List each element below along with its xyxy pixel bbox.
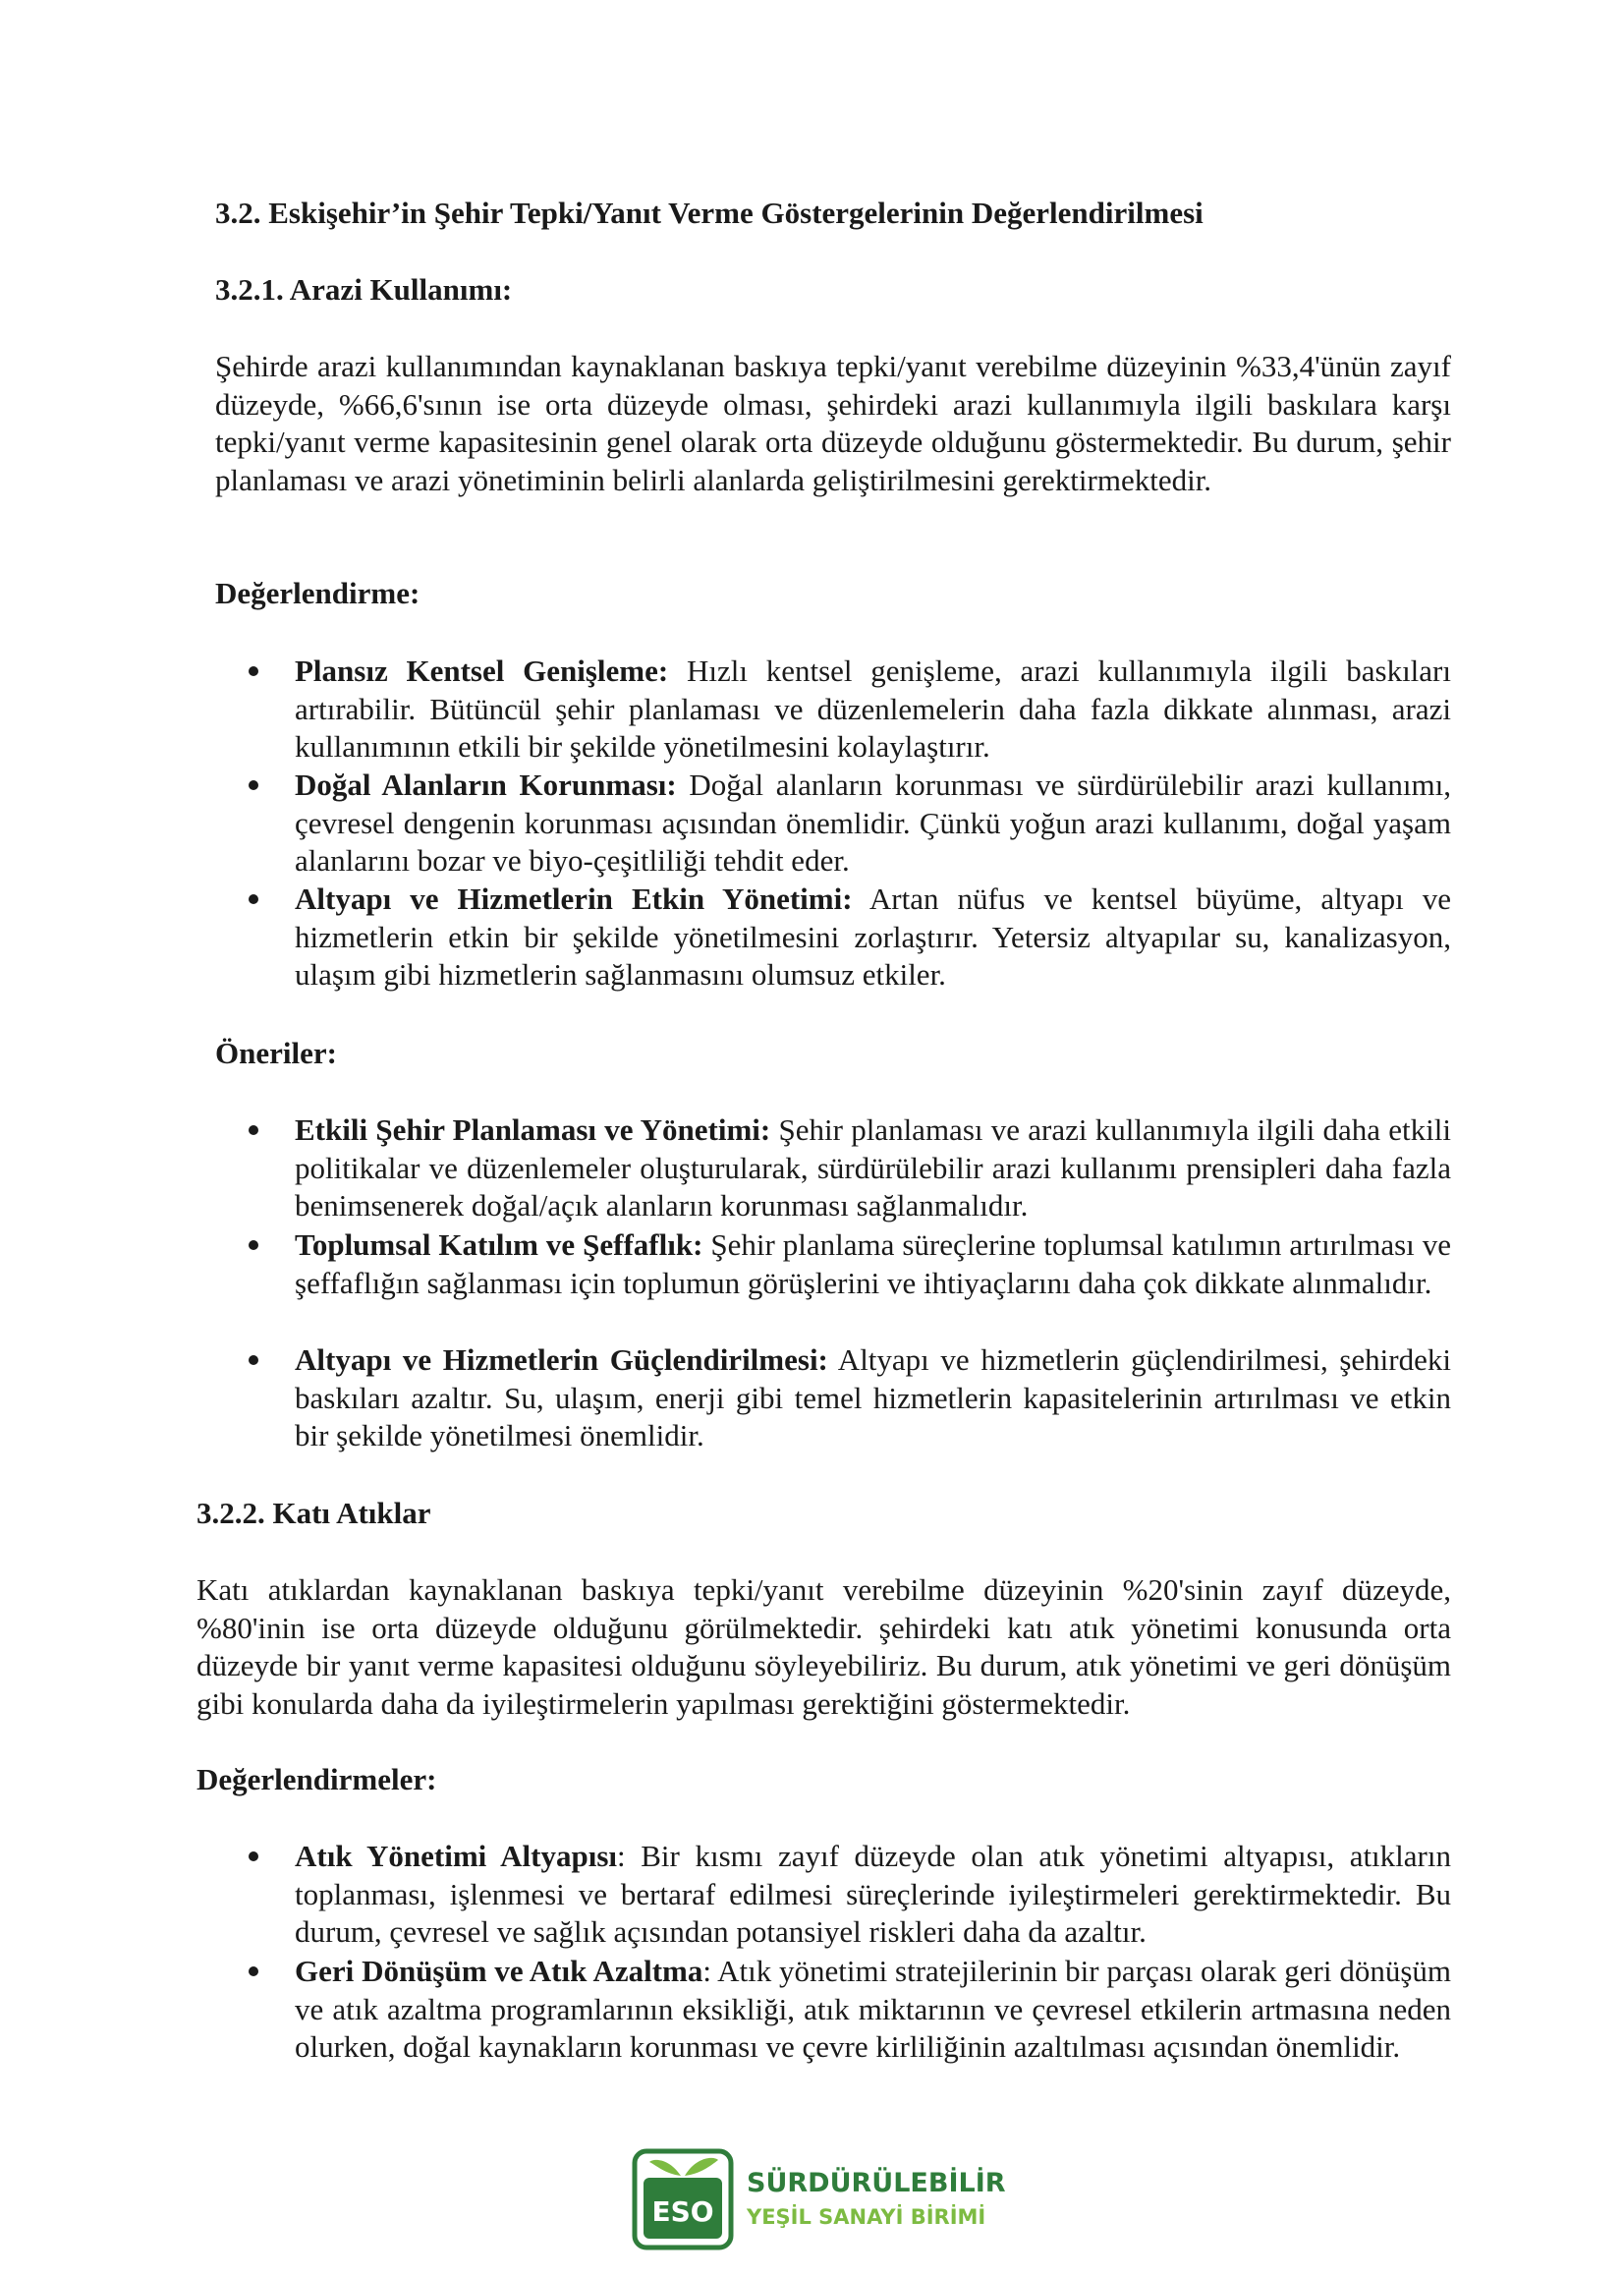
- logo-line-1: SÜRDÜRÜLEBİLİR: [747, 2168, 1006, 2198]
- bullet-icon: [249, 1240, 258, 1250]
- item-text: : Atık yönetimi stratejilerinin bir parçası olarak geri dönüşüm ve atık azaltma programlarının eksikliği, atık miktarının ve çevresel etkilerin artmasına neden olurken, doğal kaynakların korunması ve çevre kirliliğinin azaltılması açısından önemlidir.: [295, 1954, 1451, 2064]
- list-item: [295, 653, 1451, 767]
- item-text: : Bir kısmı zayıf düzeyde olan atık yönetimi altyapısı, atıkların toplanması, işlenmesi ve bertaraf edilmesi süreçlerinde iyileştirmeleri gerektirmektedir. Bu durum, çevresel ve sağlık açısından potansiyel riskleri daha da azaltır.: [295, 1839, 1451, 1949]
- list-item: [295, 1226, 1451, 1302]
- item-text: Doğal alanların korunması ve sürdürülebilir arazi kullanımı, çevresel dengenin korunması açısından önemlidir. Çünkü yoğun arazi kullanımı, doğal yaşam alanlarını bozar ve biyo-çeşitliliği tehdit eder.: [295, 768, 1451, 878]
- section-heading: 3.2. Eskişehir’in Şehir Tepki/Yanıt Verme Göstergelerinin Değerlendirilmesi: [215, 196, 1204, 230]
- arazi-heading: 3.2.1. Arazi Kullanımı:: [215, 272, 513, 307]
- list-item: [295, 767, 1451, 881]
- oneriler-heading: Öneriler:: [215, 1036, 337, 1070]
- bullet-icon: [249, 780, 258, 790]
- list-item: [295, 1341, 1451, 1455]
- item-text: Şehir planlama süreçlerine toplumsal katılımın artırılması ve şeffaflığın sağlanması için toplumun görüşlerini ve ihtiyaçlarını daha çok dikkate alınmalıdır.: [295, 1227, 1451, 1300]
- list-item: [295, 1111, 1451, 1225]
- arazi-paragraph: Şehirde arazi kullanımından kaynaklanan baskıya tepki/yanıt verebilme düzeyinin %33,4'ünün zayıf düzeyde, %66,6'sının ise orta düzeyde olması, şehirdeki arazi kullanımıyla ilgili baskılara karşı tepki/yanıt verme kapasitesinin genel olarak orta düzeyde olduğunu göstermektedir. Bu durum, şehir planlaması ve arazi yönetiminin belirli alanlarda geliştirilmesini gerektirmektedir.: [215, 349, 1451, 497]
- list-item: [295, 881, 1451, 995]
- item-text: Artan nüfus ve kentsel büyüme, altyapı ve hizmetlerin etkin bir şekilde yönetilmesini zorlaştırır. Yetersiz altyapılar su, kanalizasyon, ulaşım gibi hizmetlerin sağlanmasını olumsuz etkiler.: [295, 882, 1451, 992]
- item-text: Şehir planlaması ve arazi kullanımıyla ilgili daha etkili politikalar ve düzenlemeler oluşturularak, sürdürülebilir arazi kullanımı prensipleri daha fazla benimsenerek doğal/açık alanların korunması sağlanmalıdır.: [295, 1112, 1451, 1223]
- item-title: Plansız Kentsel Genişleme:: [295, 654, 669, 688]
- item-title: Altyapı ve Hizmetlerin Güçlendirilmesi:: [295, 1342, 828, 1377]
- item-title: Doğal Alanların Korunması:: [295, 768, 677, 802]
- bullet-icon: [249, 1125, 258, 1135]
- bullet-icon: [249, 1966, 258, 1976]
- eso-logo: [632, 2148, 1006, 2256]
- item-text: Hızlı kentsel genişleme, arazi kullanımıyla ilgili baskıları artırabilir. Bütüncül şehir planlaması ve düzenlemelerin daha fazla dikkate alınması, arazi kullanımının etkili bir şekilde yönetilmesini kolaylaştırır.: [295, 654, 1451, 764]
- eso-badge-icon: [632, 2148, 734, 2250]
- item-title: Altyapı ve Hizmetlerin Etkin Yönetimi:: [295, 882, 853, 916]
- logo-line-2: YEŞİL SANAYİ BİRİMİ: [747, 2205, 986, 2229]
- bullet-icon: [249, 666, 258, 676]
- bullet-icon: [249, 894, 258, 904]
- katiatik-heading: 3.2.2. Katı Atıklar: [196, 1496, 431, 1530]
- item-title: Geri Dönüşüm ve Atık Azaltma: [295, 1954, 703, 1988]
- bullet-icon: [249, 1851, 258, 1861]
- degerlendirmeler-heading: Değerlendirmeler:: [196, 1762, 437, 1796]
- item-title: Toplumsal Katılım ve Şeffaflık:: [295, 1227, 703, 1262]
- item-text: Altyapı ve hizmetlerin güçlendirilmesi, şehirdeki baskıları azaltır. Su, ulaşım, enerji gibi temel hizmetlerin kapasitelerinin artırılması ve etkin bir şekilde yönetilmesi önemlidir.: [295, 1342, 1451, 1452]
- item-title: Atık Yönetimi Altyapısı: [295, 1839, 618, 1873]
- list-item: [295, 1953, 1451, 2067]
- degerlendirme-heading: Değerlendirme:: [215, 576, 420, 610]
- item-title: Etkili Şehir Planlaması ve Yönetimi:: [295, 1112, 771, 1147]
- katiatik-paragraph: Katı atıklardan kaynaklanan baskıya tepki/yanıt verebilme düzeyinin %20'sinin zayıf düzeyde, %80'inin ise orta düzeyde olduğunu görülmektedir. şehirdeki katı atık yönetimi konusunda orta düzeyde bir yanıt verme kapasitesi olduğunu söyleyebiliriz. Bu durum, atık yönetimi ve geri dönüşüm gibi konularda daha da iyileştirmelerin yapılması gerektiğini göstermektedir.: [196, 1572, 1451, 1721]
- badge-text: ESO: [651, 2195, 714, 2228]
- bullet-icon: [249, 1355, 258, 1365]
- list-item: [295, 1838, 1451, 1952]
